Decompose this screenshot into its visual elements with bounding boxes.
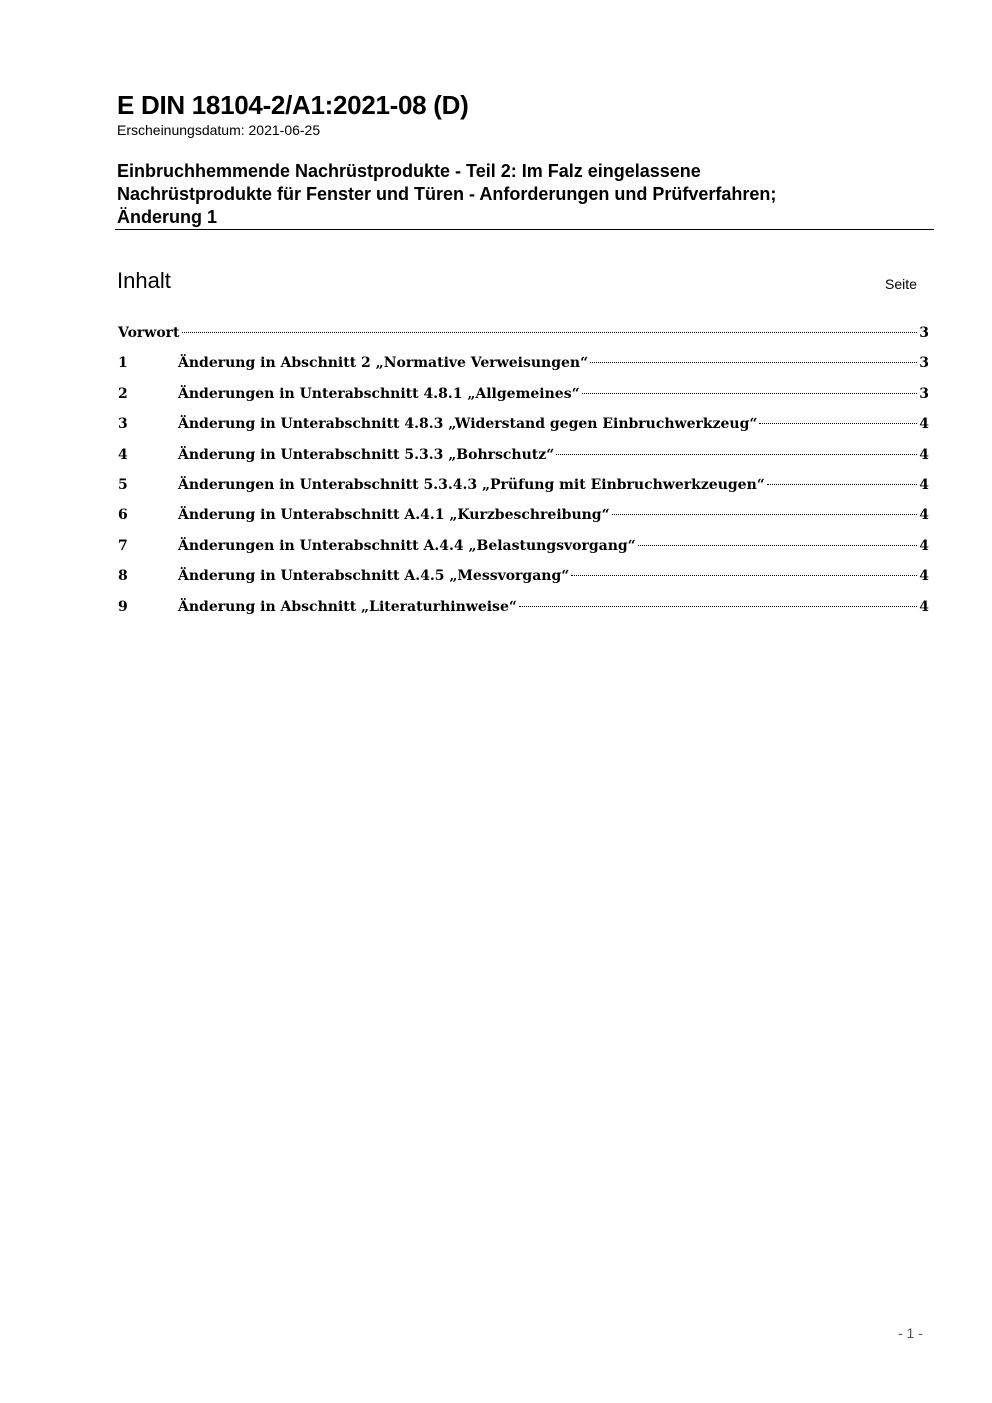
- toc-entry-page: 3: [919, 385, 929, 402]
- toc-entry-text: Änderung in Unterabschnitt A.4.5 „Messvorgang“: [178, 568, 570, 585]
- toc-entry-number: 5: [118, 476, 128, 493]
- toc-entry-number: 7: [118, 537, 128, 554]
- toc-dot-leader: [556, 454, 917, 455]
- toc-entry-text: Änderung in Unterabschnitt 5.3.3 „Bohrschutz“: [178, 446, 555, 463]
- toc-entry-number: 4: [118, 446, 128, 463]
- toc-entry-text: Änderung in Unterabschnitt A.4.1 „Kurzbeschreibung“: [178, 507, 610, 524]
- toc-entry-6[interactable]: [118, 505, 929, 535]
- toc-entry-page: 4: [919, 446, 929, 463]
- toc-entry-number: 3: [118, 416, 128, 433]
- toc-entry-number: 1: [118, 355, 128, 372]
- toc-dot-leader: [519, 606, 917, 607]
- toc-entry-number: 6: [118, 507, 128, 524]
- toc-entry-page: 4: [919, 537, 929, 554]
- toc-heading: Inhalt: [117, 268, 171, 293]
- toc-entry-2[interactable]: [118, 384, 929, 414]
- title-divider: [115, 229, 934, 230]
- toc-dot-leader: [182, 332, 918, 333]
- table-of-contents: [118, 323, 929, 627]
- toc-entry-text: Änderungen in Unterabschnitt A.4.4 „Belastungsvorgang“: [178, 537, 636, 554]
- toc-entry-text: Änderung in Abschnitt 2 „Normative Verweisungen“: [178, 355, 589, 372]
- toc-entry-number: 8: [118, 568, 128, 585]
- toc-dot-leader: [582, 393, 918, 394]
- toc-page-column-label: Seite: [885, 276, 917, 292]
- toc-entry-8[interactable]: [118, 566, 929, 596]
- toc-entry-vorwort[interactable]: [118, 323, 929, 353]
- toc-entry-1[interactable]: [118, 353, 929, 383]
- document-title: [117, 160, 917, 229]
- toc-entry-text: Änderungen in Unterabschnitt 4.8.1 „Allgemeines“: [178, 385, 580, 402]
- toc-entry-9[interactable]: [118, 597, 929, 627]
- toc-entry-3[interactable]: [118, 414, 929, 444]
- toc-entry-page: 4: [919, 568, 929, 585]
- toc-entry-page: 3: [919, 355, 929, 372]
- toc-entry-4[interactable]: [118, 445, 929, 475]
- toc-entry-number: 9: [118, 598, 128, 615]
- toc-entry-page: 4: [919, 416, 929, 433]
- toc-entry-7[interactable]: [118, 536, 929, 566]
- toc-entry-page: 4: [919, 598, 929, 615]
- toc-dot-leader: [759, 423, 917, 424]
- document-title-line: Nachrüstprodukte für Fenster und Türen - Anforderungen und Prüfverfahren;: [117, 184, 777, 204]
- toc-dot-leader: [638, 545, 918, 546]
- document-title-line: Einbruchhemmende Nachrüstprodukte - Teil 2: Im Falz eingelassene: [117, 161, 701, 181]
- toc-dot-leader: [612, 514, 918, 515]
- publication-date: Erscheinungsdatum: 2021-06-25: [117, 122, 321, 138]
- toc-entry-text: Änderung in Abschnitt „Literaturhinweise“: [178, 598, 517, 615]
- toc-entry-number: 2: [118, 385, 128, 402]
- toc-entry-page: 4: [919, 476, 929, 493]
- toc-entry-text: Änderungen in Unterabschnitt 5.3.4.3 „Prüfung mit Einbruchwerkzeugen“: [178, 476, 765, 493]
- toc-dot-leader: [571, 575, 917, 576]
- document-id: E DIN 18104-2/A1:2021-08 (D): [117, 90, 469, 120]
- toc-entry-page: 3: [919, 325, 929, 341]
- toc-entry-text: Änderung in Unterabschnitt 4.8.3 „Widerstand gegen Einbruchwerkzeug“: [178, 416, 758, 433]
- toc-entry-5[interactable]: [118, 475, 929, 505]
- toc-dot-leader: [767, 484, 917, 485]
- page-number: - 1 -: [898, 1325, 923, 1341]
- toc-dot-leader: [590, 362, 917, 363]
- toc-entry-page: 4: [919, 507, 929, 524]
- toc-entry-text: Vorwort: [118, 325, 180, 341]
- document-title-line: Änderung 1: [117, 207, 218, 227]
